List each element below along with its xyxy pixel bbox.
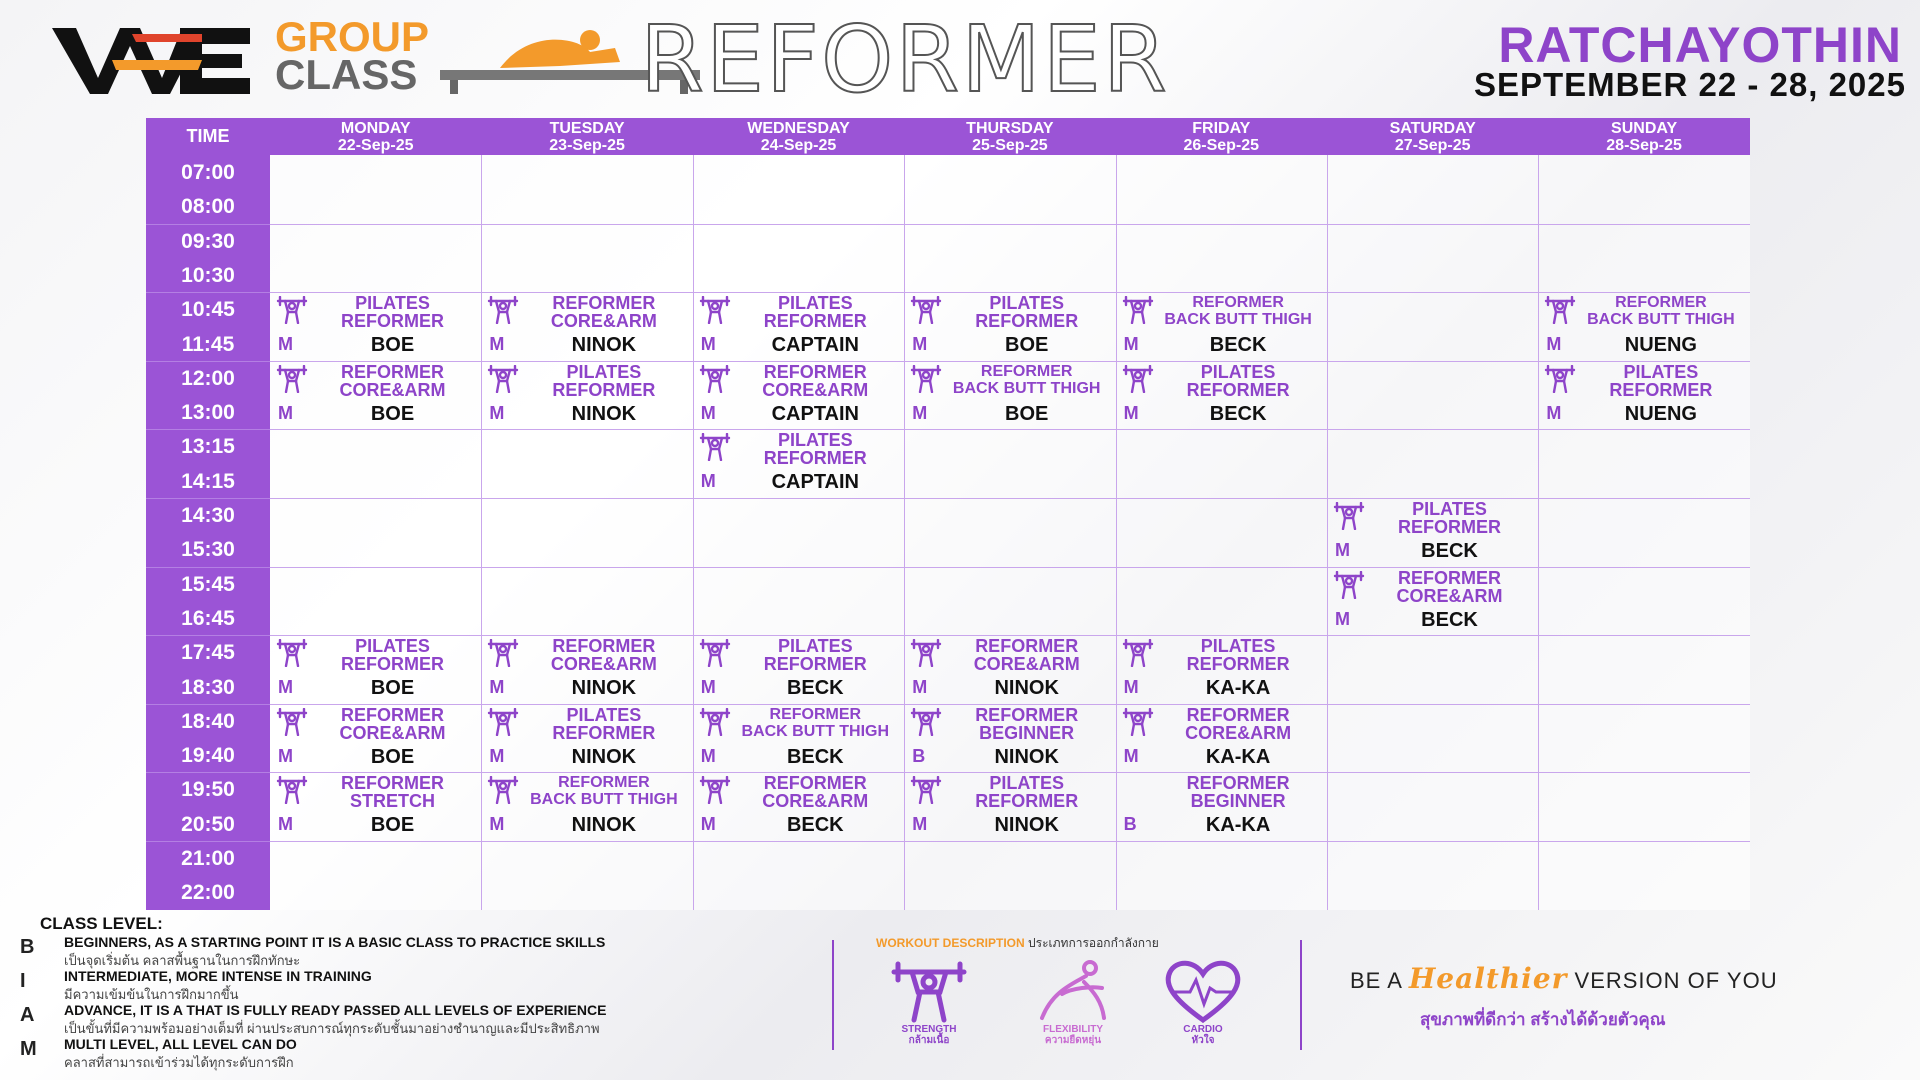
class-level-badge: M — [278, 745, 293, 766]
class-name-line1: REFORMER — [1398, 567, 1501, 588]
schedule-table — [146, 118, 1750, 910]
trainer-name: NUENG — [1624, 402, 1697, 425]
class-cell[interactable] — [904, 635, 1115, 703]
day-date: 26-Sep-25 — [1183, 137, 1260, 154]
trainer-name: NINOK — [571, 814, 637, 837]
class-name-line2: CORE&ARM — [762, 791, 869, 812]
level-code: A — [20, 1004, 35, 1026]
class-name-line2: BACK BUTT THIGH — [530, 791, 678, 809]
class-level-badge: M — [489, 334, 505, 355]
class-name — [304, 706, 481, 742]
trainer-name: BOE — [370, 745, 415, 768]
class-cell[interactable] — [904, 292, 1115, 360]
class-name-line1: REFORMER — [975, 704, 1079, 725]
trainer-name: NINOK — [994, 814, 1059, 837]
time-divider — [146, 567, 270, 568]
class-cell[interactable] — [1538, 361, 1749, 429]
strength-label-th: กล้ามเนื้อ — [908, 1035, 950, 1046]
class-cell[interactable] — [1327, 567, 1538, 635]
class-word: CLASS — [275, 51, 418, 98]
class-name-line2: CORE&ARM — [339, 722, 446, 743]
class-cell[interactable] — [1116, 704, 1327, 772]
class-name-line2: BACK BUTT THIGH — [1587, 311, 1735, 329]
time-label: 18:40 — [181, 709, 235, 733]
flexibility-label-th: ความยืดหยุ่น — [1044, 1035, 1102, 1046]
class-name — [727, 774, 904, 810]
slogan-thai: สุขภาพที่ดีกว่า สร้างได้ด้วยตัวคุณ — [1420, 1010, 1666, 1029]
class-cell[interactable] — [904, 361, 1115, 429]
class-level-badge: M — [1123, 402, 1139, 423]
group-word: GROUP — [275, 13, 430, 60]
class-name — [1361, 500, 1538, 536]
class-name — [727, 294, 904, 330]
class-name-line1: REFORMER — [552, 293, 656, 314]
trainer-name: BOE — [1005, 402, 1049, 425]
class-name — [938, 363, 1115, 397]
class-name — [727, 637, 904, 673]
class-cell[interactable] — [693, 292, 904, 360]
day-header-monday — [270, 118, 481, 155]
class-name — [304, 774, 481, 810]
class-name — [515, 774, 692, 808]
class-name-line2: REFORMER — [552, 379, 656, 400]
class-name-line2: REFORMER — [341, 654, 444, 675]
class-cell[interactable] — [1116, 292, 1327, 360]
trainer-name: CAPTAIN — [771, 402, 859, 425]
class-name-line2: CORE&ARM — [550, 311, 657, 332]
trainer-name: NINOK — [994, 677, 1059, 700]
slogan — [1350, 962, 1778, 995]
class-name-line1: REFORMER — [341, 773, 444, 794]
workout-description-title — [876, 934, 1159, 953]
level-description-th: คลาสที่สามารถเข้าร่วมได้ทุกระดับการฝึก — [64, 1055, 294, 1070]
class-name — [1361, 569, 1538, 605]
class-name — [304, 294, 481, 330]
class-level-badge: M — [1335, 540, 1350, 560]
class-name-line1: REFORMER — [763, 773, 867, 794]
class-name — [727, 706, 904, 740]
class-name-line2: REFORMER — [1186, 379, 1290, 400]
divider — [832, 940, 834, 1050]
time-label: 14:30 — [181, 504, 235, 527]
flexibility-label — [1018, 1024, 1128, 1046]
class-name-line1: PILATES — [355, 293, 430, 314]
trainer-name: KA-KA — [1205, 677, 1271, 700]
class-name-line1: REFORMER — [558, 774, 650, 792]
level-description-en: ADVANCE, IT IS A THAT IS FULLY READY PASSED ALL LEVELS OF EXPERIENCE — [64, 1002, 607, 1018]
class-cell[interactable] — [270, 361, 481, 429]
trainer-name: BECK — [1209, 334, 1267, 357]
divider — [1300, 940, 1302, 1050]
class-name — [1150, 363, 1327, 399]
time-divider — [146, 841, 270, 842]
class-cell[interactable] — [1116, 635, 1327, 703]
day-header-sunday — [1538, 118, 1749, 155]
trainer-name: BOE — [370, 402, 415, 425]
class-cell[interactable] — [693, 704, 904, 772]
class-name — [515, 706, 692, 742]
class-name-line2: REFORMER — [1398, 517, 1501, 537]
class-name-line1: REFORMER — [763, 361, 867, 382]
time-label: 09:30 — [181, 229, 235, 253]
time-label: 14:15 — [181, 469, 235, 493]
time-label: 20:50 — [181, 812, 235, 836]
time-divider — [146, 704, 270, 705]
class-name-line1: PILATES — [566, 704, 642, 725]
trainer-name: BECK — [1421, 608, 1478, 631]
class-level-badge: M — [489, 402, 505, 423]
class-level-badge: M — [912, 402, 928, 423]
class-level-badge: M — [1123, 745, 1139, 766]
class-name-line2: BACK BUTT THIGH — [952, 379, 1101, 397]
class-name — [304, 363, 481, 399]
class-level-badge: M — [1123, 677, 1139, 698]
cardio-label-en: CARDIO — [1183, 1024, 1223, 1035]
class-name-line2: CORE&ARM — [1185, 722, 1292, 743]
class-name-line1: PILATES — [355, 636, 430, 657]
trainer-name: BOE — [1005, 334, 1049, 357]
trainer-name: BECK — [786, 814, 844, 837]
class-level-badge: M — [700, 814, 716, 835]
level-description-en: INTERMEDIATE, MORE INTENSE IN TRAINING — [64, 968, 372, 984]
strength-icon — [888, 958, 970, 1026]
time-label: 12:00 — [181, 366, 235, 390]
class-name — [1572, 363, 1749, 399]
page-title: REFORMER — [640, 6, 1169, 113]
class-cell[interactable] — [693, 429, 904, 497]
class-name-line2: REFORMER — [763, 311, 867, 332]
trainer-name: BECK — [1421, 540, 1478, 562]
workout-title-th: ประเภทการออกกำลังกาย — [1028, 936, 1159, 950]
class-name — [938, 706, 1115, 742]
trainer-name: NINOK — [571, 402, 637, 425]
time-header: TIME — [146, 118, 270, 155]
trainer-name: NINOK — [571, 334, 637, 357]
grid-line — [270, 429, 1750, 430]
class-name — [938, 294, 1115, 330]
class-level-badge: M — [489, 677, 505, 698]
trainer-name: NUENG — [1624, 334, 1697, 357]
time-label: 11:45 — [181, 332, 235, 356]
day-date: 25-Sep-25 — [972, 137, 1048, 154]
class-name — [938, 774, 1115, 810]
time-divider — [146, 635, 270, 636]
class-level-badge: M — [278, 402, 293, 423]
class-name — [727, 363, 904, 399]
grid-line — [270, 841, 1750, 842]
class-level-badge: M — [912, 814, 928, 835]
class-level-badge: M — [700, 402, 716, 423]
class-level-badge: M — [489, 814, 505, 835]
level-code: I — [20, 970, 26, 992]
class-name-line2: STRETCH — [350, 791, 435, 812]
time-label: 16:45 — [181, 606, 235, 630]
day-header-friday — [1116, 118, 1327, 155]
trainer-name: CAPTAIN — [771, 471, 859, 494]
group-class-wordmark — [275, 13, 430, 98]
class-cell[interactable] — [1538, 292, 1749, 360]
day-name: FRIDAY — [1192, 120, 1251, 137]
flexibility-label-en: FLEXIBILITY — [1043, 1024, 1103, 1035]
class-level-badge: M — [278, 677, 293, 698]
cardio-label-th: หัวใจ — [1191, 1035, 1215, 1046]
day-header-thursday — [904, 118, 1115, 155]
time-divider — [146, 361, 270, 362]
class-name-line1: REFORMER — [769, 705, 862, 723]
trainer-name: BECK — [786, 677, 844, 700]
class-name-line2: BACK BUTT THIGH — [1164, 311, 1312, 329]
class-name-line1: PILATES — [566, 361, 642, 382]
time-label: 15:30 — [181, 538, 235, 562]
class-cell[interactable] — [481, 772, 692, 840]
day-header-tuesday — [481, 118, 692, 155]
class-cell[interactable] — [693, 772, 904, 840]
level-description-th: เป็นขั้นที่มีความพร้อมอย่างเต็มที่ ผ่านประสบการณ์ทุกระดับชั้นมาอย่างชำนาญและมีประสิทธิภาพ — [64, 1021, 600, 1036]
day-name: SUNDAY — [1611, 120, 1678, 137]
time-divider — [146, 772, 270, 773]
class-name — [304, 637, 481, 673]
time-label: 10:45 — [181, 298, 235, 322]
class-name-line1: REFORMER — [1186, 773, 1290, 794]
time-label: 07:00 — [181, 161, 235, 184]
grid-line — [1538, 155, 1539, 910]
time-column — [146, 155, 270, 910]
class-cell[interactable] — [270, 292, 481, 360]
day-date: 22-Sep-25 — [337, 137, 414, 154]
trainer-name: KA-KA — [1205, 814, 1271, 837]
cardio-label — [1148, 1024, 1258, 1046]
day-name: THURSDAY — [966, 120, 1054, 137]
time-divider — [146, 498, 270, 499]
table-header-row — [146, 118, 1750, 155]
class-level-badge: M — [700, 334, 716, 355]
class-name-line2: BEGINNER — [1190, 791, 1286, 812]
class-cell[interactable] — [270, 704, 481, 772]
class-name — [938, 637, 1115, 673]
class-name-line1: REFORMER — [341, 361, 444, 382]
class-cell[interactable] — [1116, 772, 1327, 840]
flexibility-icon — [1032, 958, 1114, 1026]
class-level-badge: M — [489, 745, 505, 766]
trainer-name: BOE — [370, 334, 415, 357]
time-label: 15:45 — [181, 572, 235, 596]
class-name-line1: REFORMER — [1615, 294, 1707, 312]
class-level-badge: M — [912, 677, 928, 698]
class-name-line1: PILATES — [1200, 636, 1276, 657]
time-label: 13:00 — [181, 401, 235, 425]
class-name-line2: CORE&ARM — [339, 379, 446, 400]
class-name — [1150, 774, 1327, 810]
class-cell[interactable] — [904, 772, 1115, 840]
class-name — [1150, 637, 1327, 673]
class-name-line1: REFORMER — [341, 704, 444, 725]
time-label: 18:30 — [181, 675, 235, 699]
class-cell[interactable] — [904, 704, 1115, 772]
class-name-line2: REFORMER — [975, 311, 1079, 332]
class-level-badge: M — [700, 471, 716, 492]
class-name-line2: REFORMER — [1186, 654, 1290, 675]
time-label: 08:00 — [181, 195, 235, 219]
class-level-badge: M — [1335, 608, 1350, 629]
class-name-line1: PILATES — [1200, 361, 1276, 382]
class-name-line1: PILATES — [989, 293, 1065, 314]
trainer-name: NINOK — [571, 745, 637, 768]
class-name — [1150, 706, 1327, 742]
day-date: 27-Sep-25 — [1394, 137, 1471, 154]
class-name — [515, 637, 692, 673]
slogan-pre: BE A — [1350, 968, 1402, 993]
class-name-line2: CORE&ARM — [762, 379, 869, 400]
header — [0, 0, 1920, 115]
class-level-badge: M — [278, 814, 293, 835]
day-name: SATURDAY — [1389, 120, 1476, 137]
trainer-name: NINOK — [994, 745, 1059, 768]
trainer-name: KA-KA — [1205, 745, 1271, 768]
class-level-badge: M — [1546, 334, 1562, 355]
day-header-wednesday — [693, 118, 904, 155]
class-level-badge: M — [700, 745, 716, 766]
class-name — [1572, 294, 1749, 328]
time-label: 22:00 — [181, 881, 235, 905]
trainer-name: BOE — [370, 677, 415, 700]
class-name — [515, 363, 692, 399]
time-label: 21:00 — [181, 847, 235, 870]
slogan-post: VERSION OF YOU — [1574, 968, 1778, 993]
class-name-line1: REFORMER — [1186, 704, 1290, 725]
class-cell[interactable] — [693, 361, 904, 429]
level-description-en: BEGINNERS, AS A STARTING POINT IT IS A BASIC CLASS TO PRACTICE SKILLS — [64, 934, 606, 950]
class-level-badge: M — [700, 677, 716, 698]
class-name-line2: REFORMER — [763, 654, 867, 675]
time-label: 19:40 — [181, 744, 235, 768]
class-name-line2: REFORMER — [1609, 379, 1713, 400]
class-name-line2: REFORMER — [975, 791, 1079, 812]
trainer-name: NINOK — [571, 677, 637, 700]
time-label: 19:50 — [181, 778, 235, 802]
workout-title-en: WORKOUT DESCRIPTION — [876, 936, 1025, 950]
day-date: 24-Sep-25 — [760, 137, 837, 154]
class-level-badge: M — [1123, 334, 1139, 355]
class-name-line2: CORE&ARM — [973, 654, 1080, 675]
class-name-line2: REFORMER — [763, 448, 867, 469]
class-cell[interactable] — [481, 361, 692, 429]
class-level-badge: B — [1123, 814, 1137, 835]
class-name-line2: CORE&ARM — [550, 654, 657, 675]
level-description-th: มีความเข้มข้นในการฝึกมากขึ้น — [64, 987, 239, 1002]
class-cell[interactable] — [270, 635, 481, 703]
class-name-line2: REFORMER — [341, 311, 444, 332]
level-code: M — [20, 1038, 37, 1060]
class-name-line1: PILATES — [777, 636, 853, 657]
class-name — [727, 431, 904, 467]
class-cell[interactable] — [481, 292, 692, 360]
slogan-highlight: Healthier — [1408, 962, 1568, 995]
day-name: MONDAY — [340, 120, 411, 137]
class-name — [1150, 294, 1327, 328]
strength-label-en: STRENGTH — [901, 1024, 957, 1035]
class-cell[interactable] — [270, 772, 481, 840]
class-level-badge: M — [912, 334, 928, 355]
time-divider — [146, 224, 270, 225]
class-name-line1: PILATES — [777, 293, 853, 314]
level-description-en: MULTI LEVEL, ALL LEVEL CAN DO — [64, 1036, 297, 1052]
class-name-line1: REFORMER — [1192, 294, 1284, 312]
trainer-name: CAPTAIN — [771, 334, 859, 357]
time-label: 13:15 — [181, 435, 235, 459]
class-level-title: CLASS LEVEL: — [40, 914, 163, 933]
class-name-line1: PILATES — [1623, 361, 1699, 382]
trainer-name: BECK — [786, 745, 844, 768]
grid-line — [270, 224, 1750, 225]
class-cell[interactable] — [481, 704, 692, 772]
class-name-line2: BEGINNER — [979, 722, 1075, 743]
class-name — [515, 294, 692, 330]
class-name-line1: PILATES — [777, 430, 853, 451]
class-cell[interactable] — [1327, 498, 1538, 566]
class-cell[interactable] — [481, 635, 692, 703]
class-name-line1: PILATES — [1412, 499, 1487, 519]
class-cell[interactable] — [693, 635, 904, 703]
level-code: B — [20, 936, 35, 958]
time-label: 17:45 — [181, 641, 235, 665]
day-header-saturday — [1327, 118, 1538, 155]
class-name-line1: REFORMER — [975, 636, 1079, 657]
cardio-icon — [1162, 958, 1244, 1026]
day-name: WEDNESDAY — [747, 120, 850, 137]
trainer-name: BOE — [370, 814, 415, 837]
date-range: SEPTEMBER 22 - 28, 2025 — [1473, 66, 1906, 103]
class-name-line2: CORE&ARM — [1396, 585, 1503, 606]
strength-label — [874, 1024, 984, 1046]
level-description-th: เป็นจุดเริ่มต้น คลาสพื้นฐานในการฝึกทักษะ — [64, 953, 301, 968]
class-name-line2: BACK BUTT THIGH — [741, 722, 890, 740]
class-level-badge: M — [278, 334, 293, 355]
class-cells — [270, 155, 1750, 910]
time-label: 10:30 — [181, 263, 235, 287]
day-date: 28-Sep-25 — [1606, 137, 1682, 154]
we-logo — [52, 20, 252, 98]
class-name-line2: REFORMER — [552, 722, 656, 743]
footer — [0, 910, 1920, 1080]
class-cell[interactable] — [1116, 361, 1327, 429]
class-level-badge: M — [1546, 402, 1562, 423]
class-name-line1: REFORMER — [980, 362, 1073, 380]
time-divider — [146, 429, 270, 430]
day-name: TUESDAY — [549, 120, 625, 137]
class-name-line1: REFORMER — [552, 636, 656, 657]
class-level-badge: B — [912, 745, 926, 766]
day-date: 23-Sep-25 — [549, 137, 625, 154]
trainer-name: BECK — [1209, 402, 1267, 425]
time-divider — [146, 292, 270, 293]
branch-name: RATCHAYOTHIN — [1498, 17, 1902, 73]
class-name-line1: PILATES — [989, 773, 1065, 794]
